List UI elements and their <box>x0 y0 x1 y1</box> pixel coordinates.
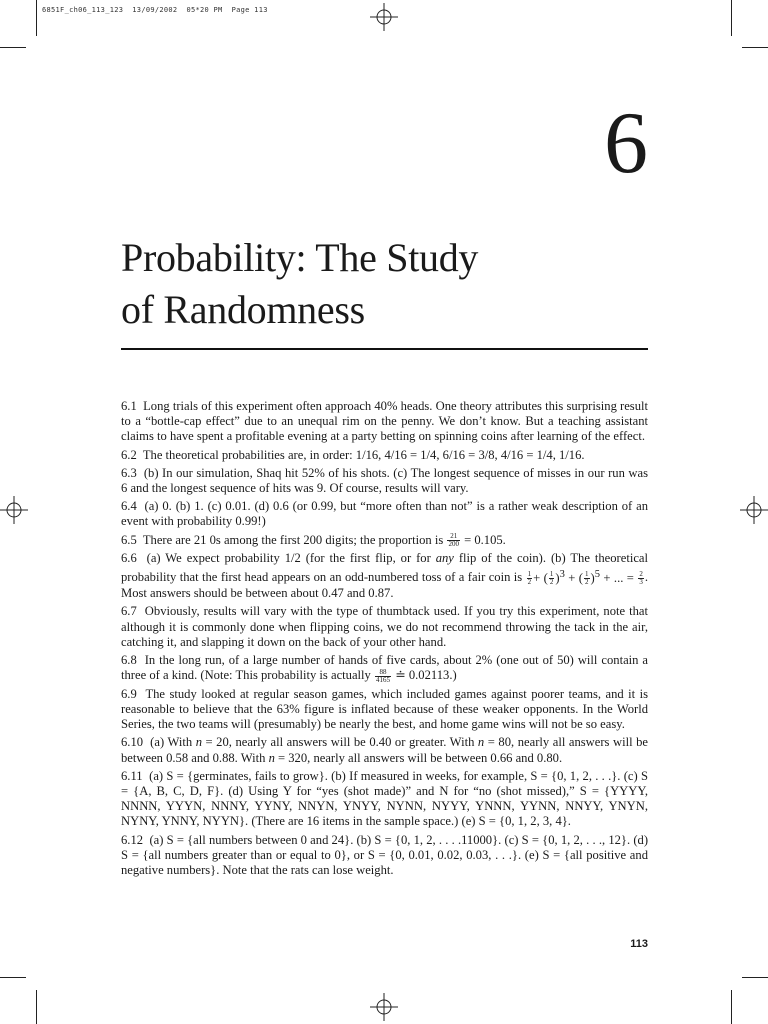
fraction-denominator: 2 <box>585 578 589 587</box>
variable-n: n <box>268 750 275 765</box>
fraction-denominator: 2 <box>527 578 532 587</box>
answer-id: 6.8 <box>121 653 137 668</box>
answer-id: 6.11 <box>121 768 143 783</box>
answer-id: 6.5 <box>121 532 137 547</box>
answer-id: 6.9 <box>121 686 137 701</box>
answer-id: 6.12 <box>121 832 144 847</box>
fraction <box>447 533 460 548</box>
answer-text: (b) In our simulation, Shaq hit 52% of his shots. (c) The longest sequence of misses in our run was 6 and the longest sequence of hits was 9. Of course, results will vary. <box>121 465 649 496</box>
fraction-numerator: 88 <box>375 669 391 677</box>
answer-text: = 20, nearly all answers will be 0.40 or greater. With <box>201 735 478 750</box>
formula-exponent: 5 <box>594 568 600 580</box>
answer-6-11 <box>121 769 648 830</box>
variable-n: n <box>477 735 485 750</box>
answer-id: 6.4 <box>121 499 137 514</box>
page-number: 113 <box>630 938 648 950</box>
answer-6-12 <box>121 833 648 879</box>
answer-text: = 320, nearly all answers will be between 0.66 and 0.80. <box>274 750 563 765</box>
answer-id: 6.3 <box>121 465 137 480</box>
answer-6-3 <box>121 466 648 496</box>
title-rule <box>121 348 648 350</box>
answer-6-6 <box>121 551 648 601</box>
answer-text: The study looked at regular season games, which included games against poorer teams, and it is reasonable to believe that the 63% figure is inflated because of these weaker opponents. In the World Series, the two teams will (presumably) be nearly the best, and home game wins will not be so easy. <box>121 686 648 732</box>
answer-text: In the long run, of a large number of hands of five cards, about 2% (one out of 50) will contain a three of a kind. (Note: This probability is actually <box>121 653 649 683</box>
answer-text: . Most answers should be between about 0.47 and 0.87. <box>121 570 649 601</box>
formula-operator: + ... = <box>603 570 634 585</box>
fraction-numerator: 1 <box>585 570 589 579</box>
answer-text: The theoretical probabilities are, in order: 1/16, 4/16 = 1/4, 6/16 = 3/8, 4/16 = 1/4, 1/16. <box>142 447 585 462</box>
answer-text: Long trials of this experiment often approach 40% heads. One theory attributes this surprising result to a “bottle-cap effect” due to an unequal rim on the penny. We don’t know. But a teaching assistant claims to have spent a profitable evening at a party betting on spinning coins after learning of the effect. <box>121 399 649 444</box>
fraction <box>527 571 533 586</box>
fraction <box>375 669 391 684</box>
variable-n: n <box>195 735 202 750</box>
answer-text: = 0.105. <box>464 532 506 547</box>
crop-mark-top-right-vertical <box>731 0 732 36</box>
fraction <box>638 571 644 586</box>
fraction-numerator: 21 <box>447 533 460 541</box>
formula <box>526 568 645 587</box>
answer-id: 6.6 <box>121 551 137 566</box>
answer-text: (a) We expect probability 1/2 (for the first flip, or for <box>146 551 436 566</box>
answer-text: ≐ 0.02113.) <box>395 668 457 683</box>
answer-6-5 <box>121 533 648 549</box>
answer-6-2 <box>121 448 648 463</box>
fraction-numerator: 1 <box>549 570 554 579</box>
answer-6-8 <box>121 653 648 684</box>
answer-text: (a) With <box>150 735 196 750</box>
registration-mark-right <box>740 496 768 524</box>
chapter-title <box>121 232 641 336</box>
answer-id: 6.2 <box>121 447 137 462</box>
formula-paren: ) <box>590 570 595 585</box>
answer-list <box>121 399 648 881</box>
crop-mark-bottom-right-horizontal <box>742 977 768 978</box>
formula-paren: ) <box>555 570 560 585</box>
answer-text: = 80, nearly all answers will be between 0.58 and 0.88. With <box>121 735 649 765</box>
crop-mark-bottom-left-vertical <box>36 990 37 1024</box>
answer-text: flip of the coin). (b) The theoretical probability that the first head appears on an odd-numbered toss of a fair coin is <box>121 551 648 585</box>
fraction-denominator: 3 <box>639 578 643 587</box>
chapter-title-line-2: of Randomness <box>121 287 365 332</box>
fraction-numerator: 2 <box>639 570 643 579</box>
fraction-denominator: 4165 <box>376 675 390 684</box>
formula-operator: + ( <box>568 570 584 585</box>
answer-id: 6.10 <box>121 735 144 750</box>
fraction-numerator: 1 <box>527 570 532 579</box>
crop-mark-top-left-vertical <box>36 0 37 36</box>
crop-mark-top-right-horizontal <box>742 47 768 48</box>
fraction-denominator: 2 <box>549 578 554 587</box>
crop-mark-bottom-left-horizontal <box>0 977 26 978</box>
answer-id: 6.7 <box>121 604 137 619</box>
chapter-number: 6 <box>604 95 648 192</box>
answer-6-1 <box>121 399 648 445</box>
crop-mark-bottom-right-vertical <box>731 990 732 1024</box>
formula-exponent: 3 <box>559 568 565 580</box>
printer-slug: 6851F_ch06_113_123 13/09/2002 05*20 PM Page 113 <box>42 6 268 14</box>
answer-6-4 <box>121 499 648 529</box>
answer-text: (a) S = {all numbers between 0 and 24}. (b) S = {0, 1, 2, . . . .11000}. (c) S = {0, 1, 2, . . ., 12}. (d) S = {all numbers greater than or equal to 0}, or S = {0, 0.01, 0.02, 0.03, . . .}. (e) S = {all positive and negative numbers}. Note that the rats can lose weight. <box>121 832 649 878</box>
answer-text: (a) S = {germinates, fails to grow}. (b) If measured in weeks, for example, S = {0, 1, 2, . . .}. (c) S = {A, B, C, D, F}. (d) Using Y for “yes (shot made)” and N for “no (shot missed),” S = {YYYY, NNNN, YYYN, NNNY, YYNY, NNYN, YNYY, NYNN, NYYY, YNNN, YYNN, NNYY, YNYN, NYNY, YNNY, NYYN}. (There are 16 items in the sample space.) (e) S = {0, 1, 2, 3, 4}. <box>121 768 648 829</box>
answer-id: 6.1 <box>121 399 137 413</box>
answer-text: Obviously, results will vary with the type of thumbtack used. If you try this experiment, note that although it is commonly done when flipping coins, we do not recommend throwing the tack in the air, catching it, and slapping it down on the back of your other hand. <box>121 604 648 649</box>
answer-6-10 <box>121 735 648 765</box>
fraction <box>549 571 555 586</box>
fraction-denominator: 200 <box>448 540 459 549</box>
crop-mark-top-left-horizontal <box>0 47 26 48</box>
answer-6-9 <box>121 687 648 733</box>
chapter-title-line-1: Probability: The Study <box>121 235 479 280</box>
fraction <box>584 571 590 586</box>
answer-text: There are 21 0s among the first 200 digits; the proportion is <box>142 532 444 547</box>
registration-mark-left <box>0 496 28 524</box>
registration-mark-top <box>370 3 398 31</box>
answer-6-7 <box>121 604 648 650</box>
emphasis: any <box>435 551 454 566</box>
answer-text: (a) 0. (b) 1. (c) 0.01. (d) 0.6 (or 0.99, but “more often than not” is a rather weak description of an event with probability 0.99!) <box>121 499 649 529</box>
registration-mark-bottom <box>370 993 398 1021</box>
formula-operator: + ( <box>533 570 548 585</box>
